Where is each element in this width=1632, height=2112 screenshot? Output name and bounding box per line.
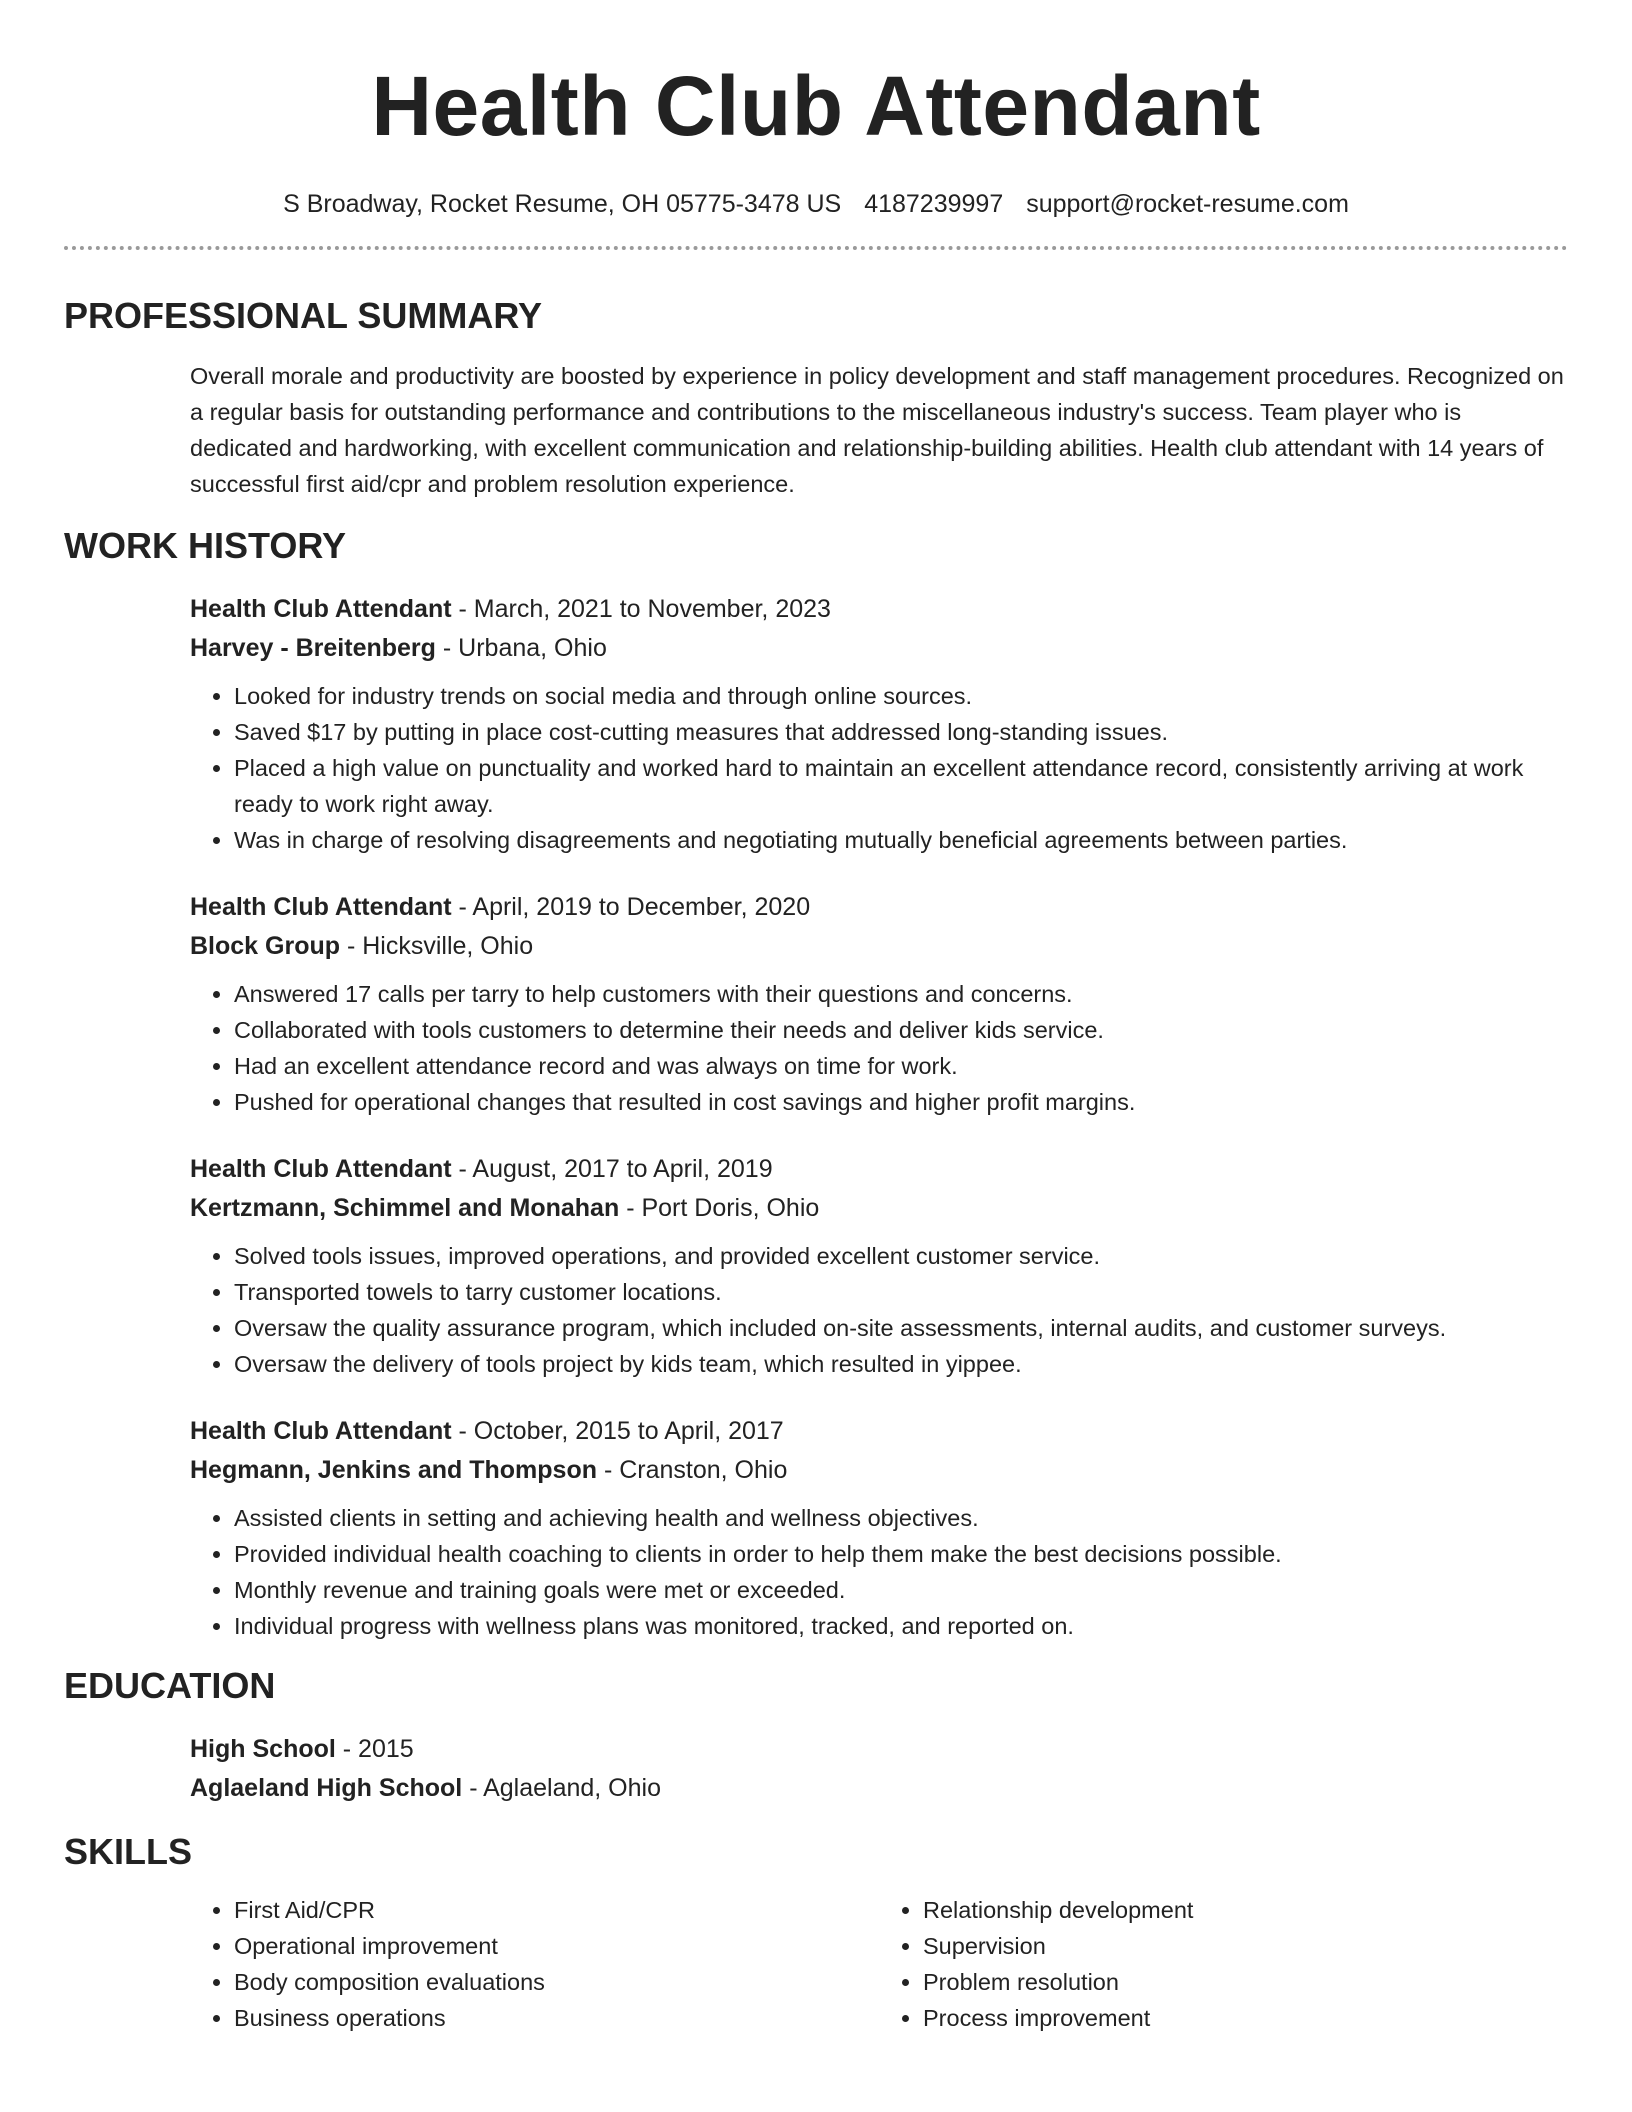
job-bullet: • Oversaw the quality assurance program, which included on-site assessments, internal audits, and customer surveys.	[234, 1310, 1568, 1346]
job-bullet: • Transported towels to tarry customer locations.	[234, 1274, 1568, 1310]
education-degree: High School	[190, 1735, 336, 1763]
job-location: - Urbana, Ohio	[435, 634, 607, 662]
job-role: Health Club Attendant	[190, 1417, 452, 1445]
skill-item: • Process improvement	[923, 2000, 1568, 2036]
section-title-summary: PROFESSIONAL SUMMARY	[64, 295, 543, 336]
job-bullet: • Had an excellent attendance record and was always on time for work.	[234, 1048, 1568, 1084]
job-bullet: • Monthly revenue and training goals were met or exceeded.	[234, 1572, 1568, 1608]
job-bullet: • Individual progress with wellness plans was monitored, tracked, and reported on.	[234, 1608, 1568, 1644]
skill-item: • Body composition evaluations	[234, 1964, 879, 2000]
job-role: Health Club Attendant	[190, 595, 452, 623]
job-company-line	[190, 927, 1568, 966]
job-dates: - October, 2015 to April, 2017	[451, 1417, 784, 1445]
job-company-line	[190, 1189, 1568, 1228]
job-company: Hegmann, Jenkins and Thompson	[190, 1456, 597, 1484]
contact-email: support@rocket-resume.com	[1026, 190, 1349, 218]
job-dates: - March, 2021 to November, 2023	[451, 595, 831, 623]
work-history-list	[190, 590, 1568, 1644]
job-location: - Port Doris, Ohio	[619, 1194, 820, 1222]
job-bullet: • Solved tools issues, improved operations, and provided excellent customer service.	[234, 1238, 1568, 1274]
job-entry	[190, 590, 1568, 858]
job-company: Harvey - Breitenberg	[190, 634, 436, 662]
job-title-line	[190, 888, 1568, 927]
education-year: - 2015	[335, 1735, 414, 1763]
skills-grid	[190, 1892, 1568, 2036]
job-bullet: • Placed a high value on punctuality and worked hard to maintain an excellent attendance record, consistently arriving at work ready to work right away.	[234, 750, 1568, 822]
contact-line	[64, 186, 1568, 222]
job-bullets	[190, 678, 1568, 858]
education-school: Aglaeland High School	[190, 1774, 463, 1802]
job-dates: - August, 2017 to April, 2019	[451, 1155, 773, 1183]
job-dates: - April, 2019 to December, 2020	[451, 893, 811, 921]
job-role: Health Club Attendant	[190, 1155, 452, 1183]
skills-column-left	[190, 1892, 879, 2036]
education-school-line	[190, 1769, 1568, 1808]
section-title-work-history: WORK HISTORY	[64, 525, 347, 566]
job-bullets	[190, 1500, 1568, 1644]
job-bullets	[190, 976, 1568, 1120]
job-location: - Hicksville, Ohio	[340, 932, 534, 960]
job-bullets	[190, 1238, 1568, 1382]
job-bullet: • Answered 17 calls per tarry to help customers with their questions and concerns.	[234, 976, 1568, 1012]
job-company: Kertzmann, Schimmel and Monahan	[190, 1194, 620, 1222]
job-company-line	[190, 1451, 1568, 1490]
job-role: Health Club Attendant	[190, 893, 452, 921]
job-company: Block Group	[190, 932, 341, 960]
contact-address: S Broadway, Rocket Resume, OH 05775-3478 US	[283, 190, 842, 218]
education-degree-line	[190, 1730, 1568, 1769]
skill-item: • Problem resolution	[923, 1964, 1568, 2000]
job-title-line	[190, 1412, 1568, 1451]
education-location: - Aglaeland, Ohio	[462, 1774, 661, 1802]
job-bullet: • Saved $17 by putting in place cost-cutting measures that addressed long-standing issues.	[234, 714, 1568, 750]
header-divider	[64, 246, 1568, 250]
job-bullet: • Collaborated with tools customers to determine their needs and deliver kids service.	[234, 1012, 1568, 1048]
job-bullet: • Assisted clients in setting and achieving health and wellness objectives.	[234, 1500, 1568, 1536]
job-bullet: • Looked for industry trends on social media and through online sources.	[234, 678, 1568, 714]
job-company-line	[190, 629, 1568, 668]
skill-item: • Relationship development	[923, 1892, 1568, 1928]
resume-name: Health Club Attendant	[371, 59, 1261, 153]
job-entry	[190, 1412, 1568, 1644]
job-bullet: • Provided individual health coaching to clients in order to help them make the best decisions possible.	[234, 1536, 1568, 1572]
job-bullet: • Was in charge of resolving disagreements and negotiating mutually beneficial agreements between parties.	[234, 822, 1568, 858]
section-title-skills: SKILLS	[64, 1831, 193, 1872]
skill-item: • Supervision	[923, 1928, 1568, 1964]
job-title-line	[190, 1150, 1568, 1189]
job-bullet: • Pushed for operational changes that resulted in cost savings and higher profit margins.	[234, 1084, 1568, 1120]
section-title-education: EDUCATION	[64, 1665, 276, 1706]
skill-item: • Operational improvement	[234, 1928, 879, 1964]
job-bullet: • Oversaw the delivery of tools project by kids team, which resulted in yippee.	[234, 1346, 1568, 1382]
summary-text: Overall morale and productivity are boosted by experience in policy development and staff management procedures. Recognized on a regular basis for outstanding performance and contributions to the miscellaneous industry's success. Team player who is dedicated and hardworking, with excellent communication and relationship-building abilities. Health club attendant with 14 years of successful first aid/cpr and problem resolution experience.	[190, 363, 1564, 497]
job-entry	[190, 1150, 1568, 1382]
education-entry	[190, 1730, 1568, 1808]
job-entry	[190, 888, 1568, 1120]
skill-item: • Business operations	[234, 2000, 879, 2036]
skills-column-right	[879, 1892, 1568, 2036]
contact-phone: 4187239997	[864, 190, 1004, 218]
job-location: - Cranston, Ohio	[597, 1456, 788, 1484]
job-title-line	[190, 590, 1568, 629]
skill-item: • First Aid/CPR	[234, 1892, 879, 1928]
